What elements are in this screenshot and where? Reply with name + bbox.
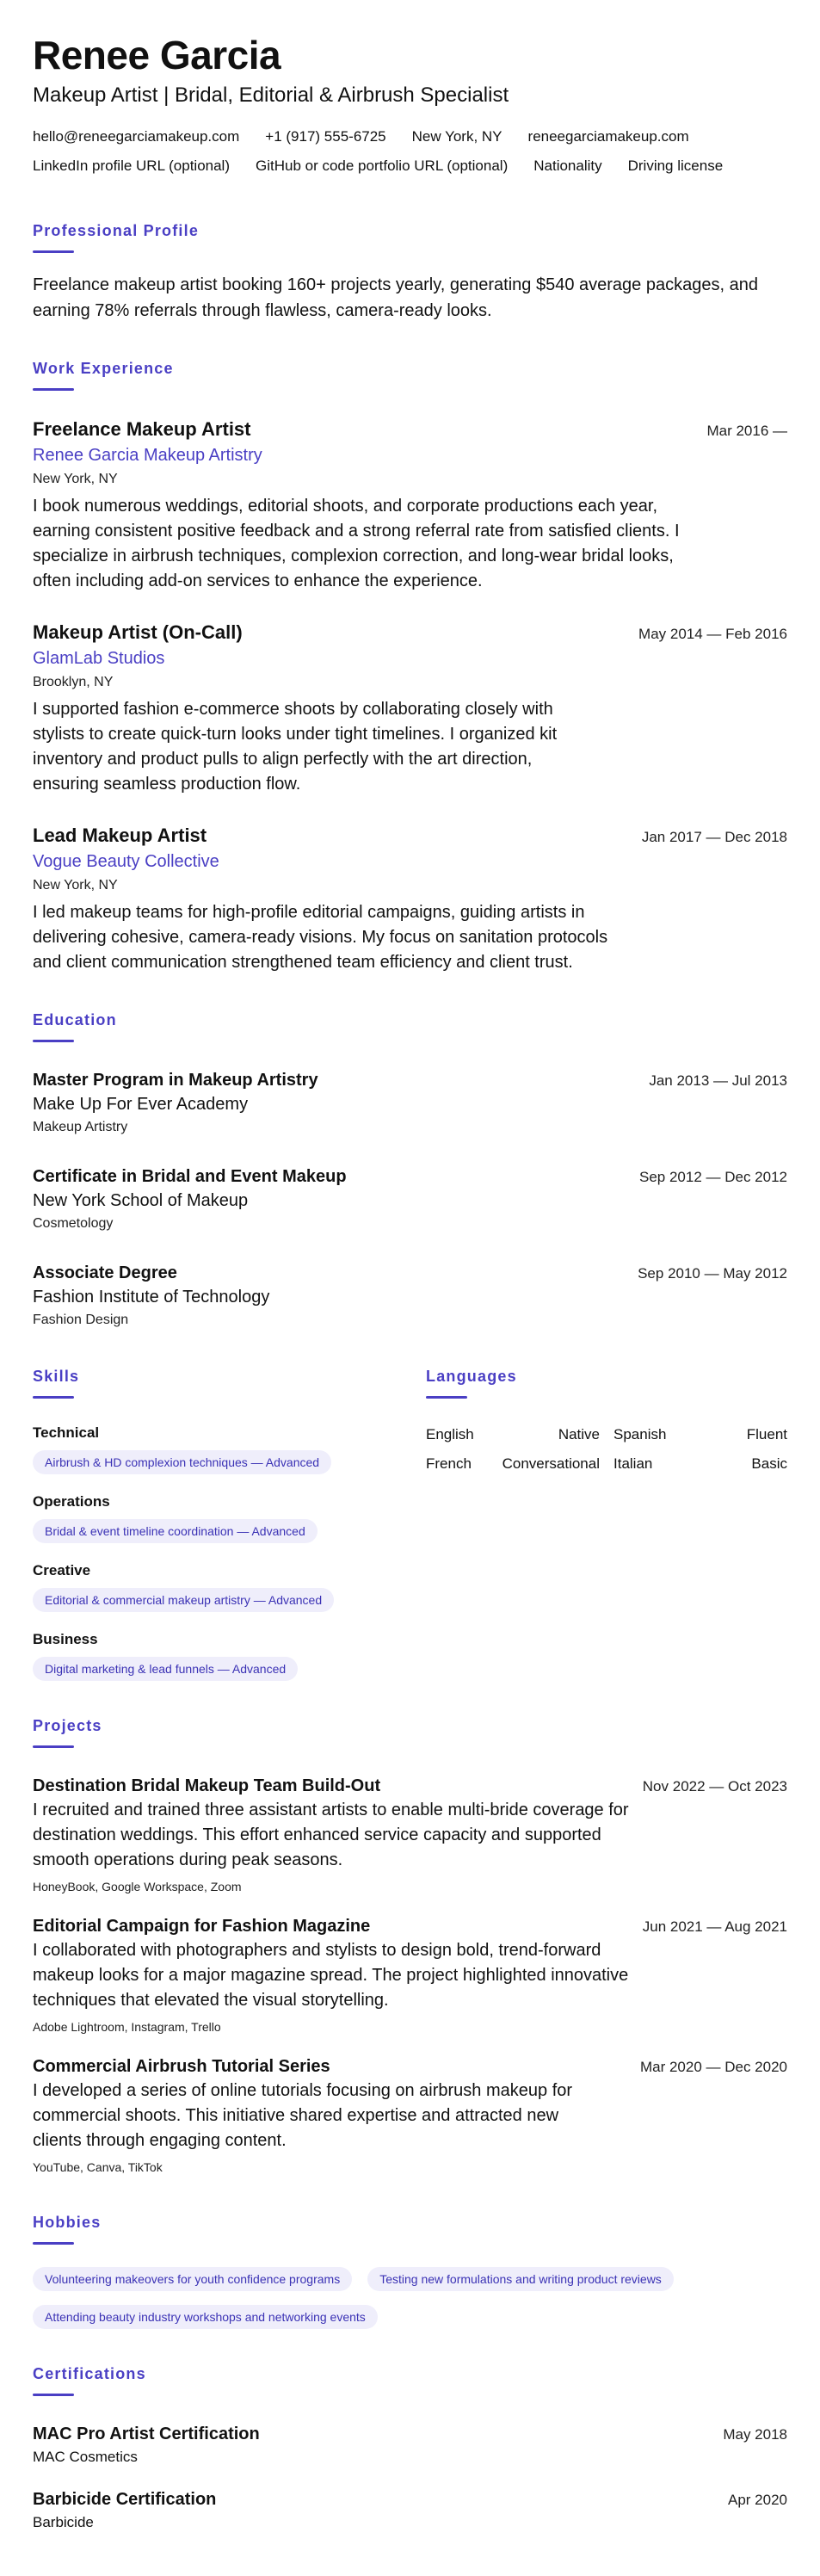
skill-group: [33, 1631, 426, 1681]
job-description: I supported fashion e-commerce shoots by collaborating closely with stylists to create quick-turn looks under tight timelines. I organized kit inventory and product pulls to align perfectly with the art direction, ensuring seamless production flow.: [33, 700, 558, 794]
skills-section: [33, 1368, 426, 1681]
project-tools: Adobe Lightroom, Instagram, Trello: [33, 2020, 221, 2034]
certification-name: Barbicide Certification: [33, 2490, 217, 2509]
language-item: [426, 1426, 600, 1443]
skill-chip: Digital marketing & lead funnels — Advanced: [33, 1657, 298, 1681]
education-degree: Associate Degree: [33, 1263, 177, 1282]
certification-date: Apr 2020: [728, 2492, 787, 2508]
job-title: Freelance Makeup Artist: [33, 418, 251, 440]
job-location: Brooklyn, NY: [33, 675, 114, 689]
language-level: Conversational: [502, 1455, 600, 1472]
languages-grid: [426, 1426, 787, 1473]
education-field: Makeup Artistry: [33, 1120, 128, 1134]
section-title-education: Education: [33, 1011, 117, 1029]
contact-location: New York, NY: [411, 128, 502, 145]
job-dates: Jan 2017 — Dec 2018: [641, 829, 787, 845]
project-title: Editorial Campaign for Fashion Magazine: [33, 1917, 371, 1936]
language-name: French: [426, 1455, 472, 1472]
project-entry: [33, 1774, 787, 1897]
job-company: Renee Garcia Makeup Artistry: [33, 446, 262, 465]
education-degree: Master Program in Makeup Artistry: [33, 1071, 318, 1090]
job-dates: Mar 2016 —: [706, 423, 787, 439]
project-entry: [33, 1914, 787, 2037]
section-title-projects: Projects: [33, 1717, 102, 1734]
contact-email[interactable]: hello@reneegarciamakeup.com: [33, 128, 240, 145]
section-title-profile: Professional Profile: [33, 222, 200, 239]
language-name: Spanish: [613, 1426, 667, 1442]
education-dates: Sep 2010 — May 2012: [638, 1265, 787, 1282]
section-title-languages: Languages: [426, 1368, 517, 1385]
education-field: Cosmetology: [33, 1216, 114, 1231]
certifications-section: [33, 2365, 787, 2534]
job-entry: [33, 823, 787, 975]
hobby-chip: Testing new formulations and writing product reviews: [367, 2267, 674, 2291]
certification-issuer: Barbicide: [33, 2514, 94, 2530]
resume-header: [33, 31, 787, 181]
skills-languages-row: [33, 1368, 787, 1681]
hobbies-section: [33, 2214, 787, 2329]
language-item: [426, 1455, 600, 1473]
education-entry: [33, 1261, 787, 1331]
hobby-chip: Attending beauty industry workshops and networking events: [33, 2305, 378, 2329]
job-company: GlamLab Studios: [33, 649, 165, 668]
project-tools: YouTube, Canva, TikTok: [33, 2160, 163, 2174]
profile-summary: Freelance makeup artist booking 160+ projects yearly, generating $540 average packages, and earning 78% referrals through flawless, camera-ready looks.: [33, 275, 758, 320]
hobbies-list: [33, 2260, 787, 2329]
section-title-skills: Skills: [33, 1368, 80, 1385]
education-section: [33, 1011, 787, 1331]
section-title-hobbies: Hobbies: [33, 2214, 102, 2231]
job-location: New York, NY: [33, 472, 118, 486]
education-school: Fashion Institute of Technology: [33, 1288, 270, 1307]
skill-chip: Bridal & event timeline coordination — Advanced: [33, 1519, 318, 1543]
skill-category: Technical: [33, 1424, 100, 1441]
candidate-name: Renee Garcia: [33, 33, 281, 77]
skill-chip: Airbrush & HD complexion techniques — Advanced: [33, 1450, 331, 1474]
project-tools: HoneyBook, Google Workspace, Zoom: [33, 1880, 242, 1893]
job-description: I led makeup teams for high-profile editorial campaigns, guiding artists in delivering cohesive, camera-ready visions. My focus on sanitation protocols and client communication strengthened team efficiency and client trust.: [33, 903, 608, 972]
project-dates: Nov 2022 — Oct 2023: [642, 1778, 787, 1795]
contact-row-secondary: [33, 151, 787, 181]
contact-website[interactable]: reneegarciamakeup.com: [527, 128, 689, 145]
job-company: Vogue Beauty Collective: [33, 852, 219, 871]
certification-entry: [33, 2487, 787, 2534]
profile-section: [33, 222, 787, 324]
contact-linkedin[interactable]: LinkedIn profile URL (optional): [33, 158, 230, 174]
experience-section: [33, 360, 787, 975]
contact-row-primary: [33, 122, 787, 151]
project-entry: [33, 2054, 787, 2178]
certification-issuer: MAC Cosmetics: [33, 2449, 138, 2465]
education-school: Make Up For Ever Academy: [33, 1095, 249, 1114]
skill-group: [33, 1493, 426, 1543]
project-dates: Mar 2020 — Dec 2020: [639, 2059, 787, 2075]
contact-driving-license: Driving license: [627, 158, 724, 174]
contact-github[interactable]: GitHub or code portfolio URL (optional): [256, 158, 509, 174]
project-description: I developed a series of online tutorials focusing on airbrush makeup for commercial shoots. This initiative shared expertise and attracted new clients through engaging content.: [33, 2081, 573, 2150]
job-description: I book numerous weddings, editorial shoots, and corporate productions each year, earning consistent positive feedback and a strong referral rate from satisfied clients. I specialize in airbrush techniques, complexion correction, and long-wear bridal looks, often including add-on services to enhance the experience.: [33, 497, 680, 590]
section-divider: [33, 1745, 74, 1748]
section-divider: [33, 1040, 74, 1042]
education-entry: [33, 1164, 787, 1235]
education-dates: Jan 2013 — Jul 2013: [649, 1072, 787, 1089]
projects-section: [33, 1717, 787, 2178]
section-divider: [33, 2242, 74, 2245]
project-description: I collaborated with photographers and stylists to design bold, trend-forward makeup looks for a major magazine spread. The project highlighted innovative techniques that elevated the visual storytelling.: [33, 1941, 629, 2010]
job-title: Makeup Artist (On-Call): [33, 621, 243, 643]
education-degree: Certificate in Bridal and Event Makeup: [33, 1167, 347, 1186]
languages-section: [426, 1368, 787, 1681]
certification-entry: [33, 2422, 787, 2468]
language-level: Native: [558, 1426, 600, 1442]
section-divider: [33, 250, 74, 253]
job-entry: [33, 620, 787, 797]
education-field: Fashion Design: [33, 1313, 129, 1327]
skill-group: [33, 1562, 426, 1612]
language-name: Italian: [613, 1455, 653, 1472]
skill-category: Creative: [33, 1562, 91, 1578]
project-title: Commercial Airbrush Tutorial Series: [33, 2057, 330, 2076]
education-school: New York School of Makeup: [33, 1191, 249, 1210]
job-title: Lead Makeup Artist: [33, 825, 207, 846]
candidate-tagline: Makeup Artist | Bridal, Editorial & Airbrush Specialist: [33, 83, 509, 107]
skill-group: [33, 1424, 426, 1474]
language-item: [613, 1455, 787, 1473]
section-divider: [33, 388, 74, 391]
project-description: I recruited and trained three assistant artists to enable multi-bride coverage for destination weddings. This effort enhanced service capacity and supported smooth operations during peak seasons.: [33, 1801, 629, 1869]
project-title: Destination Bridal Makeup Team Build-Out: [33, 1776, 381, 1795]
section-title-certifications: Certifications: [33, 2365, 146, 2382]
certification-date: May 2018: [723, 2426, 787, 2443]
hobby-chip: Volunteering makeovers for youth confidence programs: [33, 2267, 352, 2291]
education-dates: Sep 2012 — Dec 2012: [638, 1169, 787, 1185]
certification-name: MAC Pro Artist Certification: [33, 2425, 260, 2443]
contact-nationality: Nationality: [533, 158, 602, 174]
language-name: English: [426, 1426, 474, 1442]
skill-chip: Editorial & commercial makeup artistry — Advanced: [33, 1588, 334, 1612]
education-entry: [33, 1068, 787, 1139]
language-level: Fluent: [746, 1426, 787, 1442]
section-divider: [33, 1396, 74, 1399]
job-location: New York, NY: [33, 878, 118, 893]
skill-category: Business: [33, 1631, 98, 1647]
job-entry: [33, 417, 787, 594]
language-level: Basic: [751, 1455, 787, 1472]
section-divider: [33, 2394, 74, 2396]
job-dates: May 2014 — Feb 2016: [638, 626, 787, 642]
language-item: [613, 1426, 787, 1443]
skill-category: Operations: [33, 1493, 110, 1510]
contact-phone[interactable]: +1 (917) 555-6725: [265, 128, 386, 145]
project-dates: Jun 2021 — Aug 2021: [642, 1918, 787, 1935]
section-title-experience: Work Experience: [33, 360, 174, 377]
section-divider: [426, 1396, 467, 1399]
